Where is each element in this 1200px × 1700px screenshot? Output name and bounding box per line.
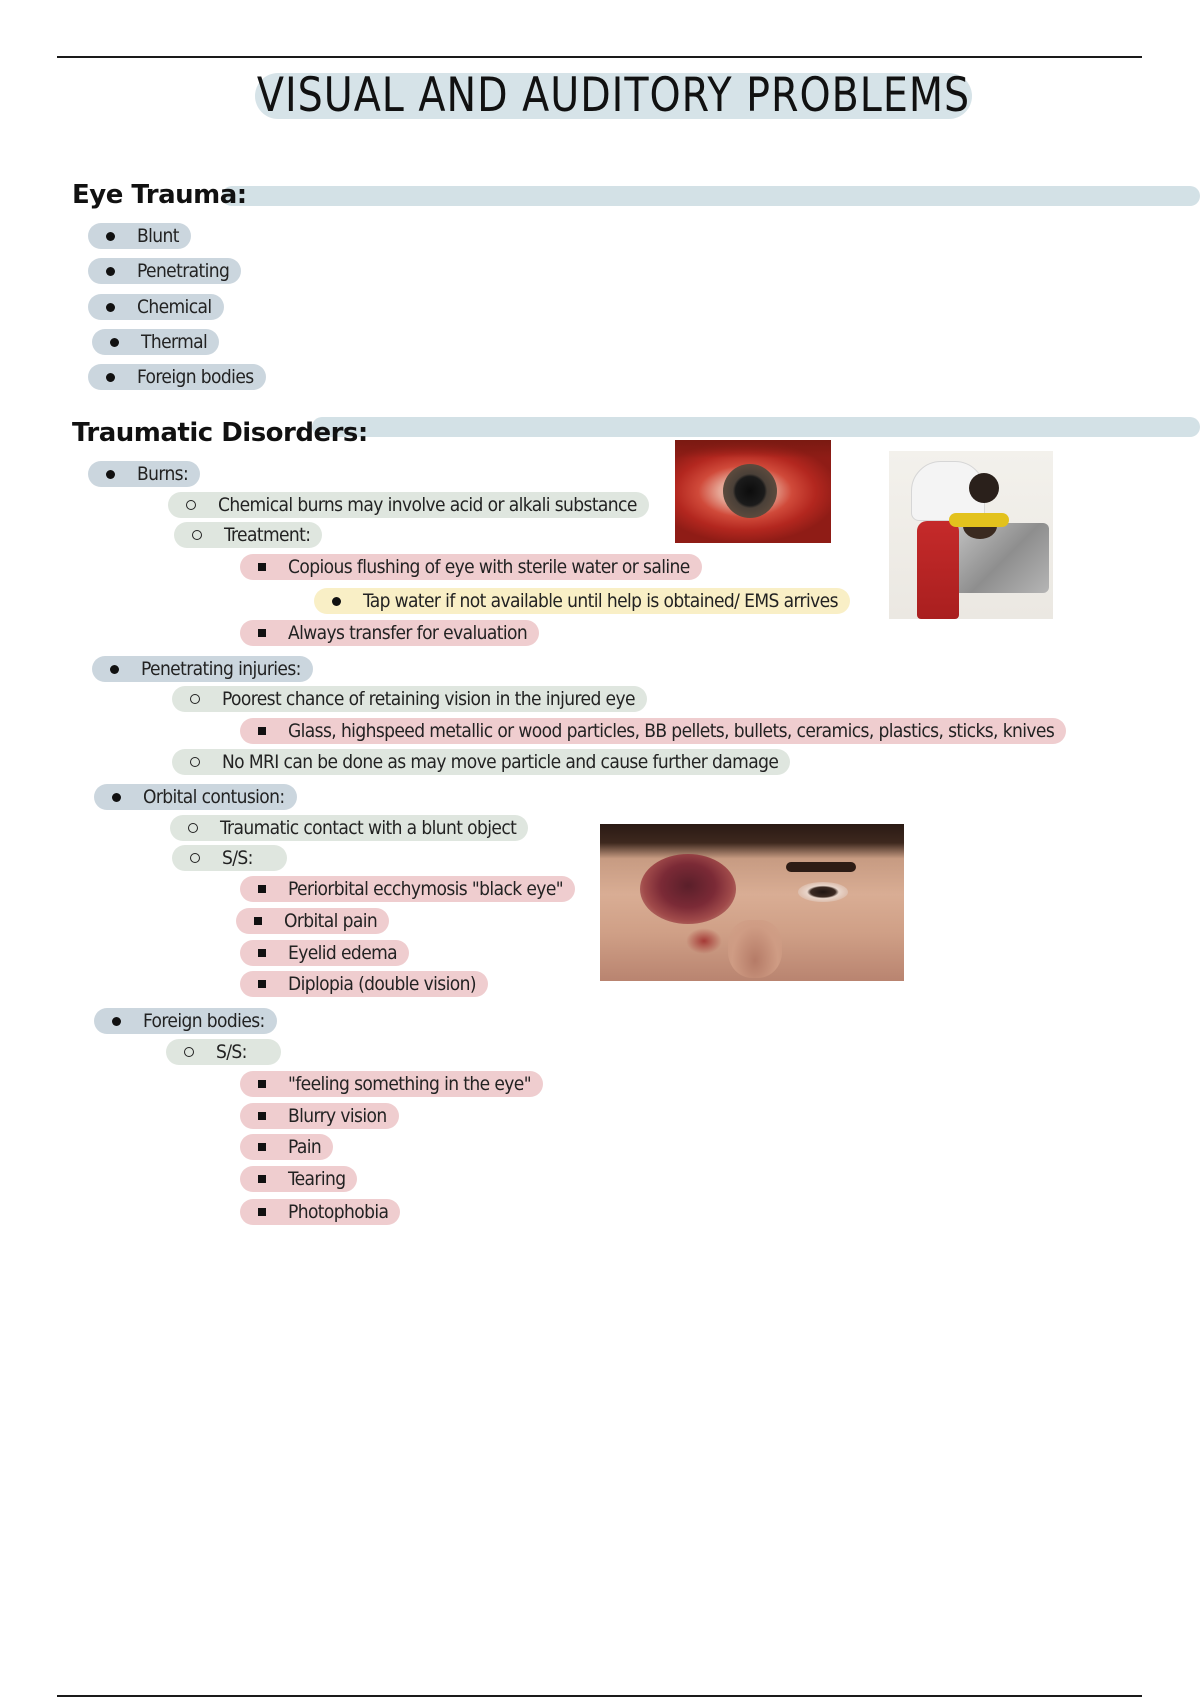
bullet-icon <box>112 1017 121 1026</box>
black-eye-photo <box>600 824 904 981</box>
list-item: Burns: <box>88 460 200 488</box>
bottom-rule <box>57 1695 1142 1697</box>
chemical-burn-eye-photo <box>675 440 831 543</box>
list-item: Poorest chance of retaining vision in the injured eye <box>172 685 647 713</box>
list-item: Periorbital ecchymosis "black eye" <box>240 875 575 903</box>
list-item: Blurry vision <box>240 1102 399 1130</box>
list-item: Pain <box>240 1133 333 1161</box>
square-bullet-icon <box>258 727 266 735</box>
list-item: Glass, highspeed metallic or wood particles, BB pellets, bullets, ceramics, plastics, sticks, knives <box>240 717 1066 745</box>
list-item: Copious flushing of eye with sterile water or saline <box>240 553 702 581</box>
list-item: Penetrating <box>88 257 241 285</box>
list-item: Treatment: <box>174 521 322 549</box>
square-bullet-icon <box>258 1112 266 1120</box>
circle-bullet-icon <box>186 500 196 510</box>
list-item: Chemical burns may involve acid or alkali substance <box>168 491 649 519</box>
bullet-icon <box>332 597 341 606</box>
list-item: Orbital pain <box>236 907 389 935</box>
list-item: Foreign bodies: <box>94 1007 277 1035</box>
list-item: Eyelid edema <box>240 939 409 967</box>
traumatic-disorders-heading-bar <box>312 417 1200 437</box>
circle-bullet-icon <box>190 694 200 704</box>
list-item: Chemical <box>88 293 224 321</box>
list-item: Foreign bodies <box>88 363 266 391</box>
square-bullet-icon <box>258 949 266 957</box>
eye-trauma-heading-bar <box>222 186 1200 206</box>
square-bullet-icon <box>254 917 262 925</box>
list-item: "feeling something in the eye" <box>240 1070 543 1098</box>
list-item: S/S: <box>172 844 287 872</box>
list-item: Traumatic contact with a blunt object <box>170 814 528 842</box>
bullet-icon <box>106 267 115 276</box>
list-item: Tap water if not available until help is obtained/ EMS arrives <box>314 587 850 615</box>
list-item: Thermal <box>92 328 219 356</box>
traumatic-disorders-heading: Traumatic Disorders: <box>72 418 368 448</box>
list-item: Tearing <box>240 1165 357 1193</box>
bullet-icon <box>110 338 119 347</box>
list-item: No MRI can be done as may move particle and cause further damage <box>172 748 790 776</box>
circle-bullet-icon <box>192 530 202 540</box>
square-bullet-icon <box>258 885 266 893</box>
square-bullet-icon <box>258 563 266 571</box>
list-item: Blunt <box>88 222 191 250</box>
square-bullet-icon <box>258 1143 266 1151</box>
square-bullet-icon <box>258 980 266 988</box>
eye-flushing-photo <box>889 451 1053 619</box>
list-item: S/S: <box>166 1038 281 1066</box>
list-item: Diplopia (double vision) <box>240 970 488 998</box>
bullet-icon <box>106 470 115 479</box>
square-bullet-icon <box>258 629 266 637</box>
circle-bullet-icon <box>188 823 198 833</box>
list-item: Photophobia <box>240 1198 400 1226</box>
circle-bullet-icon <box>190 757 200 767</box>
square-bullet-icon <box>258 1080 266 1088</box>
circle-bullet-icon <box>184 1047 194 1057</box>
bullet-icon <box>106 303 115 312</box>
page-title: VISUAL AND AUDITORY PROBLEMS <box>256 67 971 123</box>
circle-bullet-icon <box>190 853 200 863</box>
square-bullet-icon <box>258 1175 266 1183</box>
bullet-icon <box>106 232 115 241</box>
list-item: Always transfer for evaluation <box>240 619 539 647</box>
bullet-icon <box>106 373 115 382</box>
top-rule <box>57 56 1142 58</box>
bullet-icon <box>112 793 121 802</box>
list-item: Penetrating injuries: <box>92 655 313 683</box>
bullet-icon <box>110 665 119 674</box>
square-bullet-icon <box>258 1208 266 1216</box>
list-item: Orbital contusion: <box>94 783 297 811</box>
eye-trauma-heading: Eye Trauma: <box>72 180 247 210</box>
